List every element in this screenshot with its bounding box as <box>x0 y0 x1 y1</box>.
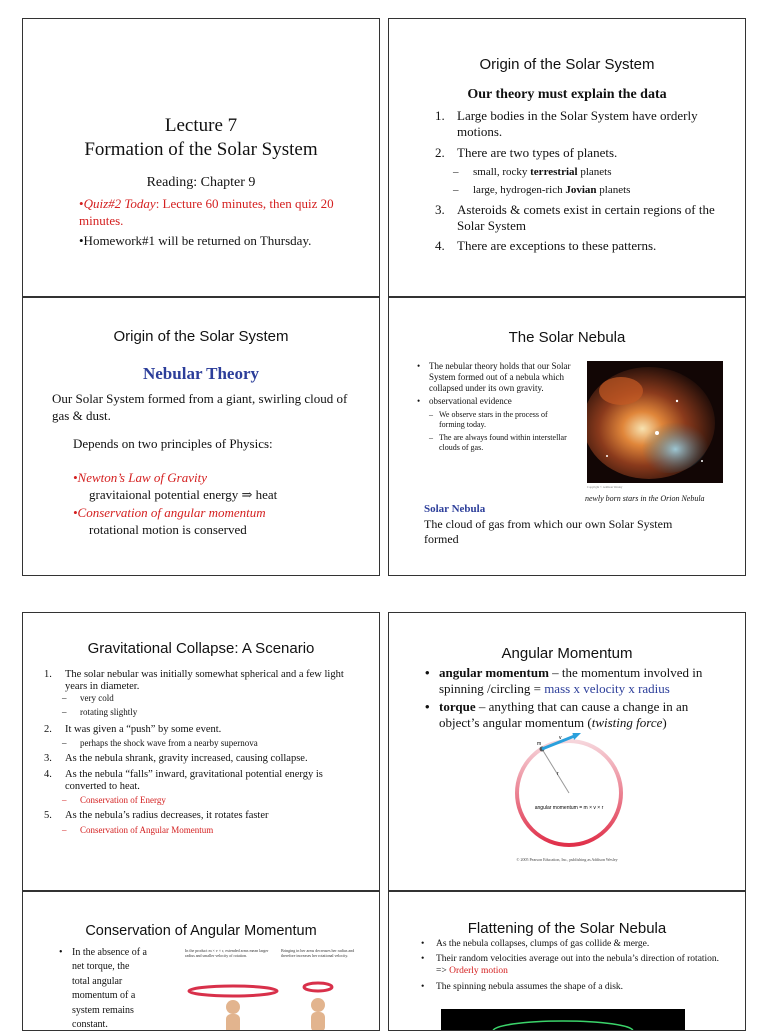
list-item: • angular momentum – the momentum involved in spinning /circling = mass x velocity x radius <box>425 665 703 696</box>
copyright-note: © 2005 Pearson Education, Inc., publishing as Addison Wesley <box>516 857 618 862</box>
sub-text: very cold <box>80 693 114 703</box>
slide-title: Conservation of Angular Momentum <box>85 923 317 939</box>
item-italic: twisting force <box>591 715 663 730</box>
principle-gravity: •Newton’s Law of Gravity <box>73 470 207 485</box>
formula: mass x velocity x radius <box>544 681 670 696</box>
item-text: The nebular theory holds that our Solar System formed out of a nebula which collapsed under its own gravity. <box>429 361 571 393</box>
slide-title: The Solar Nebula <box>508 329 626 346</box>
sub-item: – Conservation of Angular Momentum <box>62 825 214 835</box>
sub-text: planets <box>596 184 631 196</box>
sub-item: – large, hydrogen-rich Jovian planets <box>453 184 631 196</box>
item-text: As the nebula collapses, clumps of gas collide & merge. <box>436 939 650 949</box>
definitions-list <box>425 665 725 731</box>
sub-item: – Conservation of Energy <box>62 795 166 805</box>
sub-text: The are always found within interstellar clouds of gas. <box>439 433 567 452</box>
homework-note: •Homework#1 will be returned on Thursday. <box>79 233 312 248</box>
list-item: • Their random velocities average out into the nebula’s direction of rotation. => Orderly motion <box>421 954 720 976</box>
sub-item: – perhaps the shock wave from a nearby supernova <box>62 738 258 748</box>
quiz-label: Quiz#2 Today <box>83 196 156 211</box>
spinning-nebula-image <box>441 1009 685 1031</box>
sub-text: perhaps the shock wave from a nearby supernova <box>80 738 258 748</box>
list-item <box>435 108 735 140</box>
list-item: • torque – anything that can cause a change in an object’s angular momentum (twisting force) <box>425 699 689 730</box>
quiz-bullet: • <box>79 196 84 211</box>
list-item: • The spinning nebula assumes the shape of a disk. <box>421 982 624 992</box>
item-text: The spinning nebula assumes the shape of a disk. <box>436 982 624 992</box>
reading-assignment: Reading: Chapter 9 <box>146 175 256 190</box>
item-text: The solar nebular was initially somewhat spherical and a few light years in diameter. <box>65 669 344 692</box>
item-text: ) <box>662 715 667 730</box>
sub-term: Jovian <box>565 184 597 196</box>
sub-text: rotating slightly <box>80 707 138 717</box>
item-highlight: Orderly motion <box>449 966 508 976</box>
principle-angular-momentum-text: rotational motion is conserved <box>89 522 247 537</box>
list-item: • observational evidence <box>417 396 512 406</box>
item-text: observational evidence <box>429 396 512 406</box>
term-definition: The cloud of gas from which our own Solar System formed <box>424 517 673 546</box>
sub-text: Conservation of Energy <box>80 795 166 805</box>
figure-caption-tucked: Bringing in her arms decreases her radius and therefore increases her rotational velocity. <box>281 948 355 958</box>
item-text: – the momentum involved in spinning /circling = <box>439 665 703 696</box>
item-text: Large bodies in the Solar System have orderly motions. <box>457 108 698 139</box>
principle-angular-momentum: •Conservation of angular momentum <box>73 505 266 520</box>
sub-item: – very cold <box>62 693 114 703</box>
slide-lecture-title <box>22 18 380 297</box>
slide-title: Gravitational Collapse: A Scenario <box>87 640 315 657</box>
slide-conservation-angular-momentum <box>22 891 380 1031</box>
sub-item: – The are always found within interstellar clouds of gas. <box>429 433 575 453</box>
slide-gravitational-collapse <box>22 612 380 891</box>
list-item <box>435 145 735 161</box>
slide-title: Angular Momentum <box>501 645 633 662</box>
conservation-bullet: • In the absence of a net torque, the total angular momentum of a system remains constant. <box>59 946 149 1031</box>
orion-nebula-image <box>587 361 723 483</box>
slide-title: Origin of the Solar System <box>479 56 655 73</box>
slide-subtitle: Our theory must explain the data <box>467 87 667 102</box>
flattening-list <box>421 938 726 993</box>
image-caption: newly born stars in the Orion Nebula <box>585 494 705 503</box>
sub-text: small, rocky <box>473 166 531 178</box>
item-text: There are two types of planets. <box>457 145 618 160</box>
principle-gravity-text: gravitaional potential energy ⇒ heat <box>89 487 278 502</box>
lecture-title <box>23 114 379 162</box>
item-number: 2. <box>44 724 52 735</box>
list-item <box>44 769 364 793</box>
list-item <box>435 238 735 254</box>
item-text: There are exceptions to these patterns. <box>457 238 657 253</box>
skater-figure <box>173 977 373 1031</box>
lecture-topic: Formation of the Solar System <box>84 139 318 160</box>
item-text: Their random velocities average out into the nebula’s direction of rotation. => <box>436 954 720 976</box>
sub-text: Conservation of Angular Momentum <box>80 825 214 835</box>
term-solar-nebula: Solar Nebula <box>424 503 486 515</box>
diagram-velocity-label: v <box>559 735 562 741</box>
list-item <box>44 724 364 736</box>
principles-intro: Depends on two principles of Physics: <box>73 436 273 451</box>
slide-nebular-theory <box>22 297 380 576</box>
figure-caption-extended: In the product m × v × r, extended arms mean larger radius and smaller velocity of rotation. <box>185 948 269 958</box>
sub-text: planets <box>577 166 612 178</box>
list-item <box>44 753 364 765</box>
scenario-list <box>44 669 364 836</box>
sub-item: – rotating slightly <box>62 707 138 717</box>
term-angular-momentum: angular momentum <box>439 665 549 680</box>
diagram-formula-label: angular momentum = m × v × r <box>534 805 604 811</box>
item-number: 1. <box>435 108 445 123</box>
angular-momentum-diagram <box>499 733 639 855</box>
sub-text: large, hydrogen-rich <box>473 184 566 196</box>
quiz-text: : Lecture 60 minutes, then quiz 20 minutes. <box>79 196 334 228</box>
item-text: As the nebula’s radius decreases, it rotates faster <box>65 810 269 821</box>
item-text: As the nebula “falls” inward, gravitational potential energy is converted to heat. <box>65 769 323 792</box>
slide-heading: Nebular Theory <box>142 364 260 383</box>
theory-description: Our Solar System formed from a giant, swirling cloud of gas & dust. <box>52 391 348 423</box>
slide-flattening <box>388 891 746 1031</box>
list-item <box>435 202 735 234</box>
item-number: 4. <box>435 238 445 253</box>
lecture-number: Lecture 7 <box>164 115 238 136</box>
list-item: • As the nebula collapses, clumps of gas collide & merge. <box>421 939 650 949</box>
item-number: 3. <box>435 202 445 217</box>
diagram-radius-label: r <box>557 771 559 777</box>
item-text: It was given a “push” by some event. <box>65 724 222 735</box>
image-credit: Copyright © Addison Wesley <box>587 485 623 489</box>
list-item <box>44 669 364 693</box>
sub-term: terrestrial <box>530 166 578 178</box>
evidence-list <box>417 361 575 453</box>
item-number: 1. <box>44 669 52 680</box>
diagram-mass-label: m <box>537 741 542 747</box>
data-list <box>435 108 735 254</box>
sub-text: We observe stars in the process of forming today. <box>439 410 548 429</box>
item-text: As the nebula shrank, gravity increased, causing collapse. <box>65 753 308 764</box>
slide-origin-data <box>388 18 746 297</box>
slide-title: Origin of the Solar System <box>113 328 289 345</box>
item-number: 5. <box>44 810 52 821</box>
term-torque: torque <box>439 699 476 714</box>
quiz-note <box>79 195 339 229</box>
list-item: • The nebular theory holds that our Solar System formed out of a nebula which collapsed under its own gravity. <box>417 361 575 394</box>
item-text: Asteroids & comets exist in certain regions of the Solar System <box>457 202 715 233</box>
slide-title: Flattening of the Solar Nebula <box>467 920 667 937</box>
list-item <box>44 810 364 822</box>
slide-angular-momentum <box>388 612 746 891</box>
sub-item: – small, rocky terrestrial planets <box>453 166 612 178</box>
slide-solar-nebula <box>388 297 746 576</box>
item-text: In the absence of a net torque, the total angular momentum of a system remains constant. <box>72 947 147 1031</box>
item-number: 3. <box>44 753 52 764</box>
item-number: 4. <box>44 769 52 780</box>
item-number: 2. <box>435 145 445 160</box>
sub-item: – We observe stars in the process of forming today. <box>429 410 575 430</box>
item-text: – anything that can cause a change in an object’s angular momentum ( <box>439 699 689 730</box>
